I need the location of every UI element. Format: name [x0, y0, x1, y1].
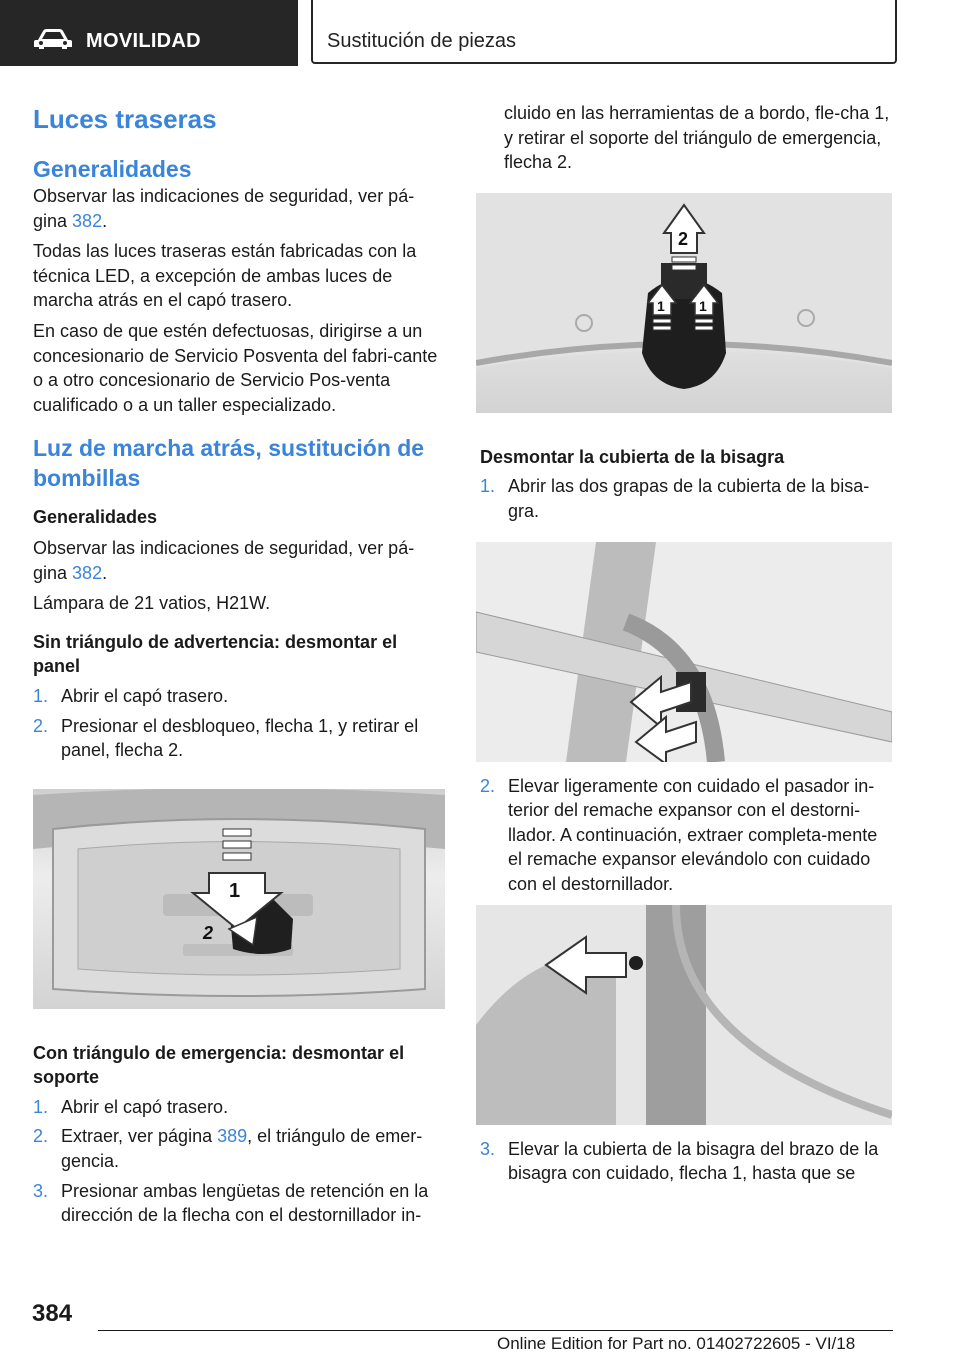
page-link-382[interactable]: 382 — [72, 210, 103, 231]
bisagra-step-2 — [476, 774, 892, 897]
arrow-label-1a: 1 — [657, 297, 665, 314]
arrow-label-1: 1 — [229, 879, 241, 902]
page-header — [0, 0, 960, 66]
list-item: 2. Extraer, ver página 389, el triángulo de emer-gencia. — [33, 1126, 423, 1172]
list-item: 2. Elevar ligeramente con cuidado el pasador in-terior del remache expansor con el destorni-llador. A continuación, extraer completa-mente el remache expansor elevándolo con cuidado con el destornillador. — [480, 775, 878, 894]
safety-paragraph-2: Observar las indicaciones de seguridad, ver pá- gina 382. — [33, 537, 415, 583]
arrow-label-2: 2 — [678, 228, 689, 249]
service-paragraph: En caso de que estén defectuosas, dirigirse a un concesionario de Servicio Posventa del fabri-cante o a otro concesionario de Servicio Pos-venta cualificado o a un taller especializado. — [33, 320, 438, 415]
bisagra-label: Desmontar la cubierta de la bisagra — [480, 446, 785, 467]
subsection-box — [311, 0, 897, 64]
list-item: 2. Presionar el desbloqueo, flecha 1, y retirar el panel, flecha 2. — [33, 715, 419, 761]
list-item: 1. Abrir el capó trasero. — [33, 1096, 229, 1117]
edition-text: Online Edition for Part no. 01402722605 - VI/18 — [497, 1334, 856, 1353]
section-title: MOVILIDAD — [86, 30, 201, 52]
left-column — [33, 100, 445, 1228]
trunk-lid-figure — [33, 789, 445, 1009]
sin-steps-list — [33, 684, 445, 763]
arrow-label-1b: 1 — [699, 297, 707, 314]
right-column — [476, 101, 892, 1186]
list-item: 3. Elevar la cubierta de la bisagra del brazo de la bisagra con cuidado, flecha 1, hasta que se — [480, 1138, 879, 1184]
sin-triangulo-label: Sin triángulo de advertencia: desmontar el panel — [33, 631, 398, 677]
luz-heading: Luz de marcha atrás, sustitución de bombillas — [33, 435, 425, 492]
subsection-title: Sustitución de piezas — [327, 30, 517, 52]
page-title: Luces traseras — [33, 104, 217, 134]
generalidades-label: Generalidades — [33, 507, 158, 528]
led-paragraph: Todas las luces traseras están fabricadas con la técnica LED, a excepción de ambas luces de marcha atrás en el capó trasero. — [33, 241, 417, 311]
con-triangulo-label: Con triángulo de emergencia: desmontar el soporte — [33, 1042, 405, 1088]
list-item: 3. Presionar ambas lengüetas de retención en la dirección de la flecha con el destornillador in- — [33, 1180, 429, 1226]
list-item: 1. Abrir el capó trasero. — [33, 685, 229, 706]
con-steps-list — [33, 1095, 445, 1228]
list-item: 1. Abrir las dos grapas de la cubierta de la bisa-gra. — [480, 476, 870, 521]
car-icon — [34, 28, 72, 50]
generalidades-heading: Generalidades — [33, 156, 192, 182]
footer-divider — [98, 1330, 893, 1331]
bisagra-step-3 — [476, 1137, 892, 1186]
continued-paragraph: cluido en las herramientas de a bordo, fle-cha 1, y retirar el soporte del triángulo de emergencia, flecha 2. — [504, 103, 890, 173]
page-link-389[interactable]: 389 — [217, 1126, 248, 1147]
hinge-clips-figure — [476, 542, 892, 762]
lamp-paragraph: Lámpara de 21 vatios, H21W. — [33, 593, 271, 614]
expansion-rivet-figure — [476, 905, 892, 1125]
safety-paragraph-1: Observar las indicaciones de seguridad, ver pá- gina 382. — [33, 186, 415, 231]
arrow-label-2: 2 — [203, 922, 214, 943]
triangle-holder-figure — [476, 193, 892, 413]
page-link-382b[interactable]: 382 — [72, 562, 103, 583]
page-number: 384 — [32, 1300, 73, 1327]
section-tab — [0, 0, 298, 66]
bisagra-step-1 — [476, 474, 892, 523]
